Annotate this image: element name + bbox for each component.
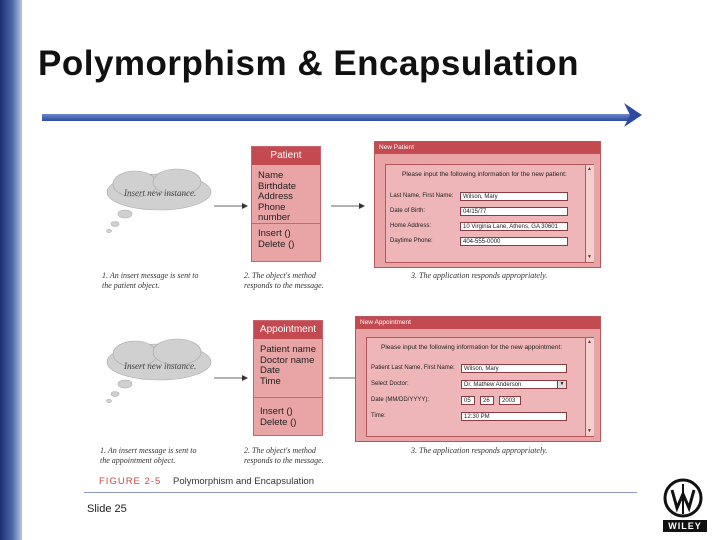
field-label: Time: (371, 413, 386, 419)
class-attributes (260, 345, 316, 387)
scrollbar[interactable] (585, 338, 594, 436)
date-month-field[interactable]: 05 (461, 396, 475, 405)
figure (97, 138, 607, 490)
chevron-down-icon[interactable]: ▼ (557, 381, 566, 388)
window-title: New Patient (375, 142, 600, 154)
class-methods (260, 407, 296, 428)
patient-name-field[interactable]: Wilson, Mary (461, 364, 567, 373)
doctor-select[interactable] (461, 380, 567, 389)
class-name: Patient (252, 147, 320, 165)
caption-step-1: 1. An insert message is sent to the appointment object. (100, 446, 197, 465)
footer-divider (84, 492, 637, 493)
attribute: Date (260, 365, 281, 376)
appointment-class-card (253, 320, 323, 436)
class-name: Appointment (254, 321, 322, 339)
slide-title: Polymorphism & Encapsulation (38, 44, 580, 83)
date-day-field[interactable]: 26 (480, 396, 494, 405)
field-label: Home Address: (390, 223, 432, 229)
caption-step-2: 2. The object's method responds to the message. (244, 271, 324, 290)
slide-number: Slide 25 (87, 503, 127, 515)
scroll-up-icon[interactable]: ▲ (587, 339, 592, 345)
class-attributes (258, 171, 320, 224)
arrow-icon (214, 202, 248, 210)
class-methods (258, 229, 294, 250)
method: Delete () (258, 238, 295, 250)
form-panel (366, 337, 594, 437)
wiley-wordmark: WILEY (663, 520, 707, 532)
arrow-icon (214, 374, 248, 382)
caption-step-3: 3. The application responds appropriately. (411, 446, 548, 455)
attribute: Name (258, 170, 284, 181)
phone-field[interactable]: 404-555-0000 (460, 237, 568, 246)
arrow-icon (331, 202, 365, 210)
attribute: Patient name (260, 344, 316, 355)
card-divider (254, 397, 322, 398)
scroll-up-icon[interactable]: ▲ (587, 166, 592, 172)
method: Insert () (260, 406, 293, 417)
new-appointment-window (355, 316, 601, 442)
cloud-text: Insert new instance. (124, 361, 197, 371)
new-patient-window (374, 141, 601, 268)
patient-class-card (251, 146, 321, 262)
field-label: Patient Last Name, First Name: (371, 365, 455, 371)
caption-step-3: 3. The application responds appropriately. (411, 271, 548, 280)
attribute: Time (260, 375, 281, 387)
attribute: Address (258, 191, 293, 202)
field-label: Date (MM/DD/YYYY): (371, 397, 430, 403)
cloud-icon (97, 164, 219, 236)
figure-title: Polymorphism and Encapsulation (173, 476, 314, 487)
form-instruction: Please input the following information for the new patient: (402, 171, 567, 178)
left-gradient-bar (0, 0, 22, 540)
attribute: Phone number (258, 201, 291, 223)
scrollbar[interactable] (585, 165, 594, 262)
form-panel (385, 164, 594, 263)
caption-step-2: 2. The object's method responds to the message. (244, 446, 324, 465)
field-label: Daytime Phone: (390, 238, 433, 244)
title-underline (42, 114, 630, 121)
name-field[interactable]: Wilson, Mary (460, 192, 568, 201)
field-label: Date of Birth: (390, 208, 426, 214)
time-field[interactable]: 12:30 PM (461, 412, 567, 421)
field-label: Select Doctor: (371, 381, 409, 387)
caption-step-1: 1. An insert message is sent to the patient object. (102, 271, 199, 290)
method: Insert () (258, 228, 291, 239)
date-year-field[interactable]: 2003 (499, 396, 521, 405)
address-field[interactable]: 10 Virginia Lane, Athens, GA 30601 (460, 222, 568, 231)
form-instruction: Please input the following information for the new appointment: (381, 344, 563, 351)
card-divider (252, 223, 320, 224)
window-title: New Appointment (356, 317, 600, 329)
field-label: Last Name, First Name: (390, 193, 454, 199)
birthdate-field[interactable]: 04/15/77 (460, 207, 568, 216)
scroll-down-icon[interactable]: ▼ (587, 428, 592, 434)
scroll-down-icon[interactable]: ▼ (587, 254, 592, 260)
doctor-select-value: Dr. Mathew Anderson (464, 382, 522, 388)
attribute: Doctor name (260, 354, 315, 366)
cloud-text: Insert new instance. (124, 188, 197, 198)
title-arrow-icon (624, 103, 644, 127)
attribute: Birthdate (258, 180, 297, 192)
method: Delete () (260, 416, 297, 428)
figure-label: FIGURE 2-5 (99, 476, 162, 487)
